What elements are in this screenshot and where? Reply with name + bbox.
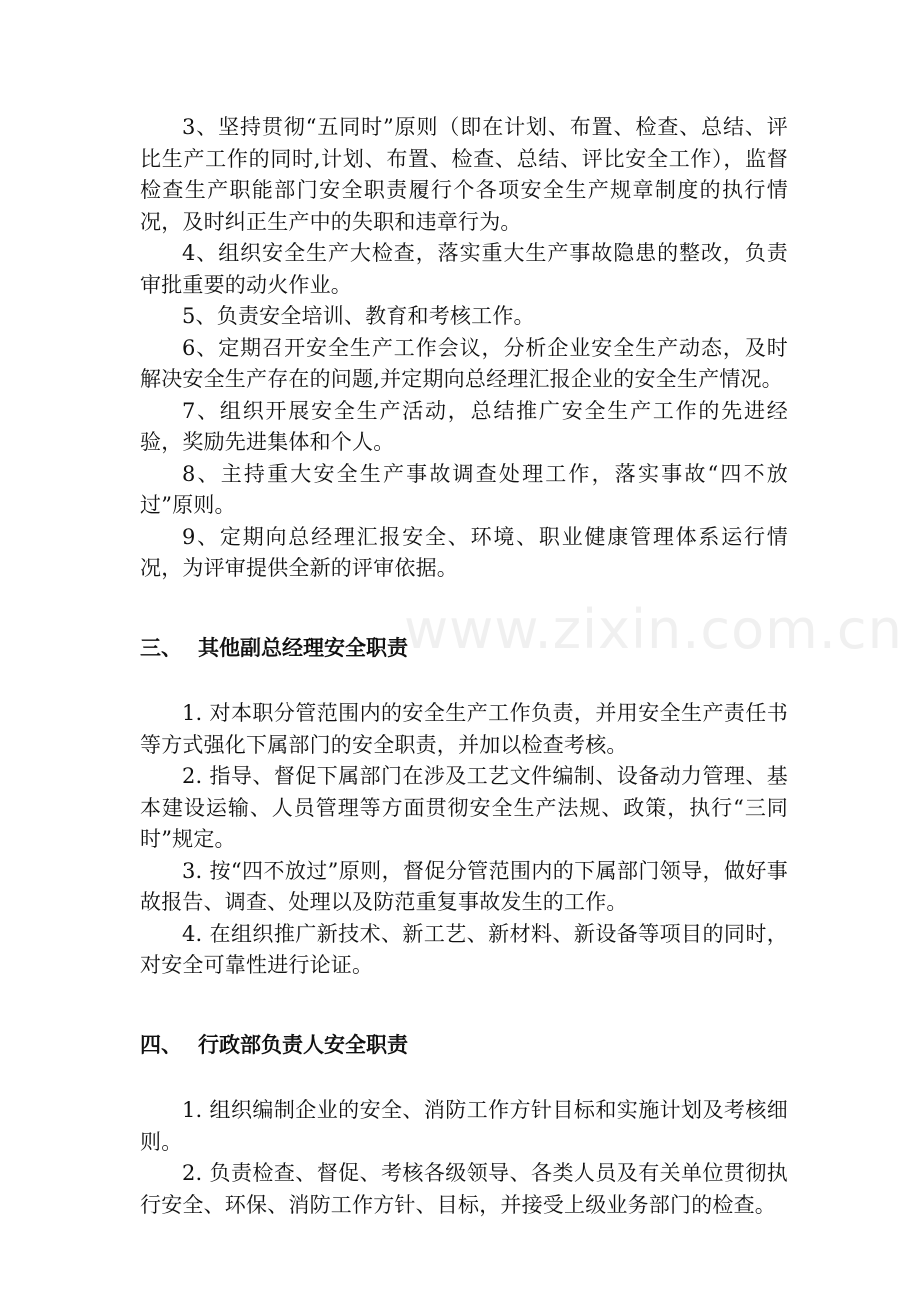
section3-title: 其他副总经理安全职责 bbox=[198, 635, 408, 660]
section4-item-1: 1. 组织编制企业的安全、消防工作方针目标和实施计划及考核细则。 bbox=[140, 1098, 788, 1154]
section3-item-2: 2. 指导、督促下属部门在涉及工艺文件编制、设备动力管理、基本建设运输、人员管理等方面贯彻安全生产法规、政策，执行“三同时”规定。 bbox=[140, 764, 788, 851]
section2-item-6: 6、定期召开安全生产工作会议，分析企业安全生产动态，及时解决安全生产存在的问题,并定期向总经理汇报企业的安全生产情况。 bbox=[140, 335, 788, 391]
watermark: www.zixin.com.cn bbox=[404, 598, 903, 661]
section4-number: 四、 bbox=[140, 1032, 182, 1057]
document-body bbox=[140, 112, 788, 1221]
section2-item-3: 3、坚持贯彻“五同时”原则（即在计划、布置、检查、总结、评比生产工作的同时,计划、布置、检查、总结、评比安全工作），监督检查生产职能部门安全职责履行个各项安全生产规章制度的执行情况，及时纠正生产中的失职和违章行为。 bbox=[140, 115, 788, 234]
section2-item-5: 5、负责安全培训、教育和考核工作。 bbox=[182, 304, 535, 328]
section4-title: 行政部负责人安全职责 bbox=[198, 1032, 408, 1057]
section4-item-2: 2. 负责检查、督促、考核各级领导、各类人员及有关单位贯彻执行安全、环保、消防工作方针、目标，并接受上级业务部门的检查。 bbox=[140, 1161, 788, 1217]
section3-item-1: 1. 对本职分管范围内的安全生产工作负责，并用安全生产责任书等方式强化下属部门的安全职责，并加以检查考核。 bbox=[140, 701, 788, 757]
section2-item-8: 8、主持重大安全生产事故调查处理工作，落实事故“四不放过”原则。 bbox=[140, 461, 788, 517]
section2-item-4: 4、组织安全生产大检查，落实重大生产事故隐患的整改，负责审批重要的动火作业。 bbox=[140, 241, 788, 297]
section2-item-7: 7、组织开展安全生产活动，总结推广安全生产工作的先进经验，奖励先进集体和个人。 bbox=[140, 398, 788, 454]
section3-heading bbox=[140, 633, 788, 665]
section3-item-3: 3. 按“四不放过”原则，督促分管范围内的下属部门领导，做好事故报告、调查、处理以及防范重复事故发生的工作。 bbox=[140, 858, 788, 914]
section3-number: 三、 bbox=[140, 635, 182, 660]
section3-item-4: 4. 在组织推广新技术、新工艺、新材料、新设备等项目的同时，对安全可靠性进行论证。 bbox=[140, 921, 788, 977]
section4-heading bbox=[140, 1030, 788, 1062]
section2-item-9: 9、定期向总经理汇报安全、环境、职业健康管理体系运行情况，为评审提供全新的评审依据。 bbox=[140, 524, 788, 580]
